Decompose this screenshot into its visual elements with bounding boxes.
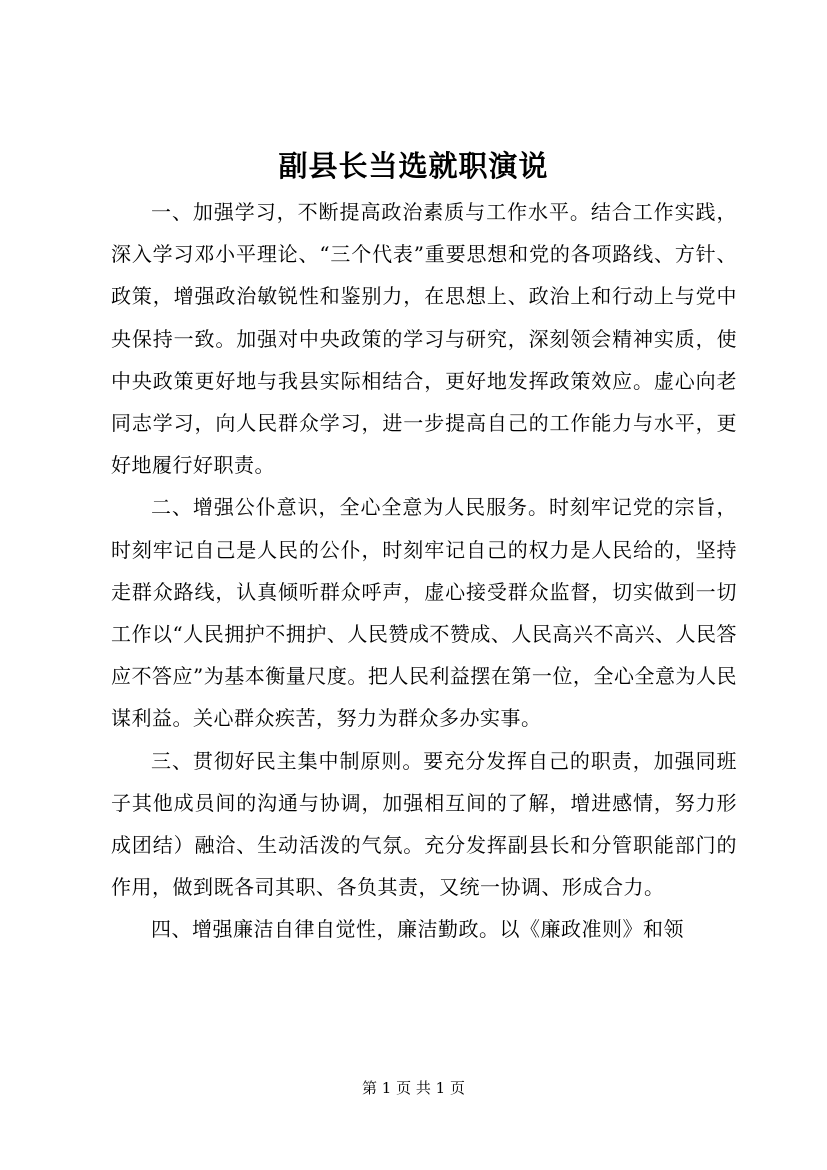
paragraph-2: 二、增强公仆意识，全心全意为人民服务。时刻牢记党的宗旨，时刻牢记自己是人民的公仆，时刻牢记自己的权力是人民给的，坚持走群众路线，认真倾听群众呼声，虚心接受群众监督，切实做到一切工作以“人民拥护不拥护、人民赞成不赞成、人民高兴不高兴、人民答应不答应”为基本衡量尺度。把人民利益摆在第一位，全心全意为人民谋利益。关心群众疾苦，努力为群众多办实事。 [111,495,737,731]
paragraph-1: 一、加强学习，不断提高政治素质与工作水平。结合工作实践，深入学习邓小平理论、“三个代表”重要思想和党的各项路线、方针、政策，增强政治敏锐性和鉴别力，在思想上、政治上和行动上与党中央保持一致。加强对中央政策的学习与研究，深刻领会精神实质，使中央政策更好地与我县实际相结合，更好地发挥政策效应。虚心向老同志学习，向人民群众学习，进一步提高自己的工作能力与水平，更好地履行好职责。 [111,200,737,478]
document-body [111,191,737,951]
paragraph-3: 三、贯彻好民主集中制原则。要充分发挥自己的职责，加强同班子其他成员间的沟通与协调，加强相互间的了解，增进感情，努力形成团结）融洽、生动活泼的气氛。充分发挥副县长和分管职能部门的作用，做到既各司其职、各负其责，又统一协调、形成合力。 [111,748,737,900]
document-title: 副县长当选就职演说 [278,149,549,183]
paragraph-4: 四、增强廉洁自律自觉性，廉洁勤政。以《廉政准则》和领 [151,917,684,942]
page-footer: 第 1 页 共 1 页 [362,1079,465,1097]
